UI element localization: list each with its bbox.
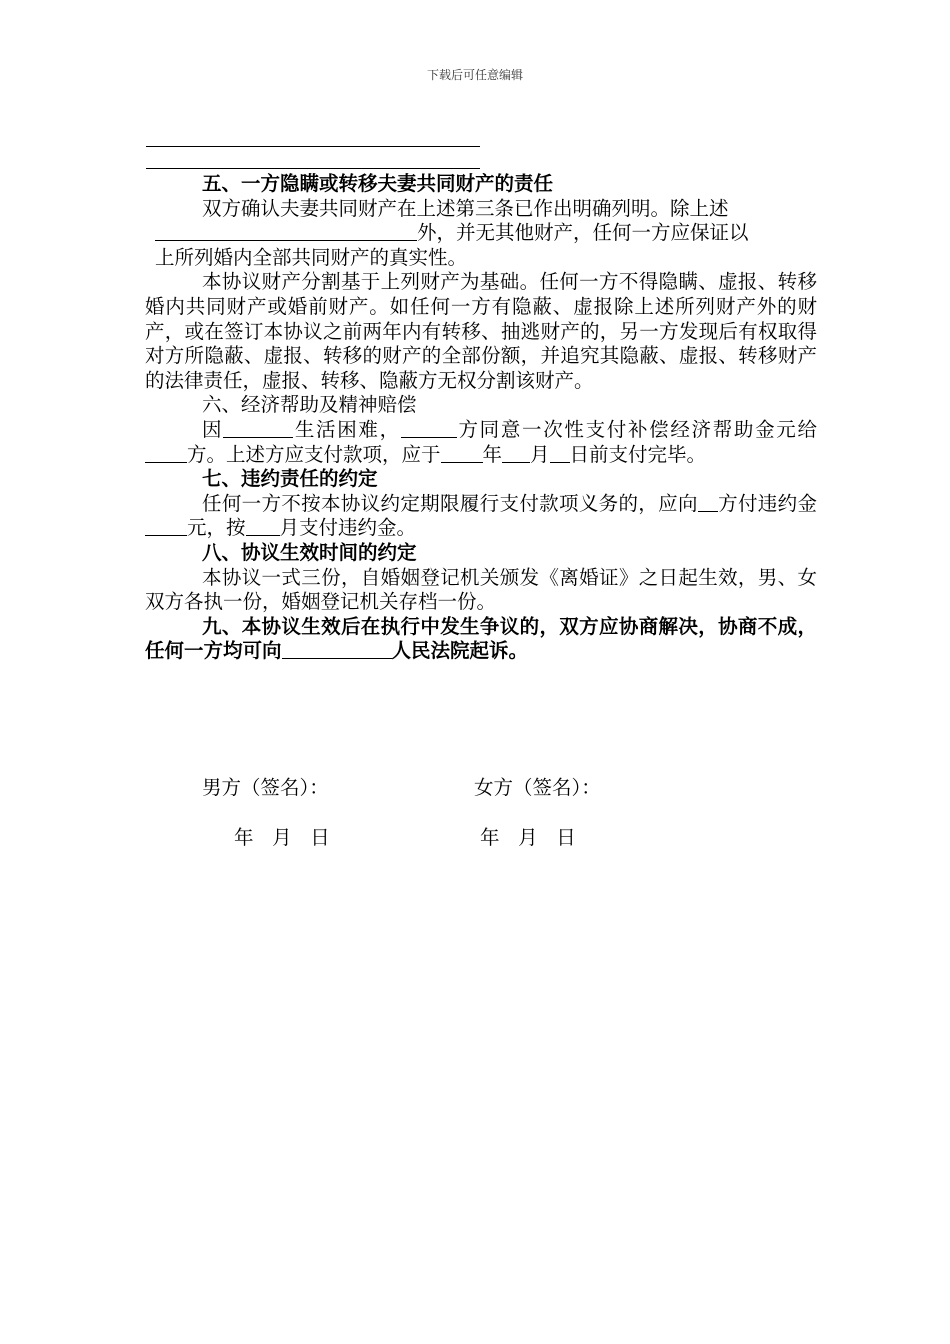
- section-8-title: 八、协议生效时间的约定: [202, 540, 417, 564]
- section-5-para-2: 本协议财产分割基于上列财产为基础。任何一方不得隐瞒、虚报、转移婚内共同财产或婚前财产。如任何一方有隐蔽、虚报除上述所列财产外的财产，或在签订本协议之前两年内有转移、抽逃财产的，另一方发现后有权取得对方所隐蔽、虚报、转移的财产的全部份额，并追究其隐蔽、虚报、转移财产的法律责任，虚报、转移、隐蔽方无权分割该财产。: [145, 270, 817, 392]
- section-5-title: 五、一方隐瞒或转移夫妻共同财产的责任: [202, 172, 554, 195]
- blank-party-hardship: [223, 419, 293, 438]
- male-signature-label: 男方（签名）：: [202, 776, 329, 799]
- blank-month: [502, 444, 530, 463]
- blank-day: [550, 444, 570, 463]
- section-7-title: 七、违约责任的约定: [202, 467, 378, 491]
- section-7-body: 任何一方不按本协议约定期限履行支付款项义务的，应向 方付违约金元，按 月支付违约金。: [145, 492, 817, 541]
- section-6-title: 六、经济帮助及精神赔偿: [202, 393, 417, 417]
- section-9-body: 九、本协议生效后在执行中发生争议的，双方应协商解决，协商不成，任何一方均可向 人民法院起诉。: [145, 614, 817, 663]
- section-6-body: 因 生活困难， 方同意一次性支付补偿经济帮助金元给方。上述方应支付款项，应于 年 月 日前支付完毕。: [145, 418, 817, 467]
- male-date: 年 月 日: [234, 826, 330, 849]
- blank-penalty-month: [246, 517, 280, 536]
- blank-line-2: [146, 168, 480, 169]
- page-header: 下载后可任意编辑: [426, 68, 523, 82]
- blank-penalty-amount: [145, 517, 187, 536]
- female-signature-label: 女方（签名）：: [474, 776, 601, 799]
- blank-party-pay: [401, 419, 457, 438]
- female-date: 年 月 日: [480, 826, 576, 849]
- blank-other-property: [155, 222, 417, 241]
- blank-party-receive: [145, 444, 187, 463]
- blank-line-1: [146, 146, 480, 147]
- blank-year: [441, 444, 483, 463]
- section-5-para-1: 双方确认夫妻共同财产在上述第三条已作出明确列明。除上述 外，并无其他财产，任何一方应保证以 上所列婚内全部共同财产的真实性。: [155, 196, 749, 269]
- agreement-body: [145, 172, 817, 664]
- blank-party: [698, 493, 718, 512]
- blank-court: [282, 640, 392, 659]
- section-8-body: 本协议一式三份，自婚姻登记机关颁发《离婚证》之日起生效，男、女双方各执一份，婚姻登记机关存档一份。: [145, 565, 817, 614]
